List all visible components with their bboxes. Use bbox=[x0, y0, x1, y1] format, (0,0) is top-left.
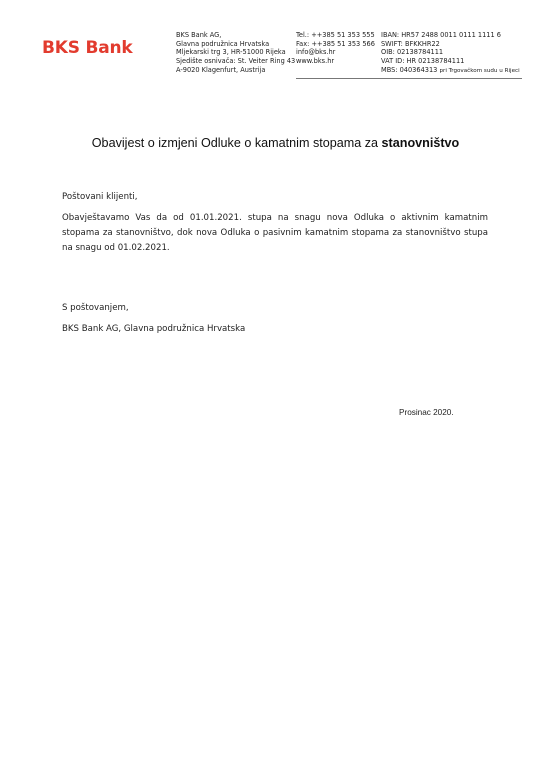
swift-line: SWIFT: BFKKHR22 bbox=[381, 39, 440, 48]
address-line: Sjedište osnivača: St. Veiter Ring 43 bbox=[176, 57, 296, 66]
mbs-line bbox=[381, 66, 520, 76]
vat-id-line: VAT ID: HR 02138784111 bbox=[381, 57, 465, 66]
document-date: Prosinac 2020. bbox=[399, 408, 454, 417]
mbs-court-note: pri Trgovačkom sudu u Rijeci bbox=[439, 67, 520, 74]
title-text: Obavijest o izmjeni Odluke o kamatnim stopama za bbox=[91, 136, 379, 150]
document-title bbox=[0, 136, 551, 150]
oib-line: OIB: 02138784111 bbox=[381, 48, 444, 57]
bks-bank-logo: BKS Bank bbox=[42, 38, 133, 58]
address-line: BKS Bank AG, bbox=[176, 31, 222, 39]
website-address: www.bks.hr bbox=[296, 57, 335, 66]
signature-line: BKS Bank AG, Glavna podružnica Hrvatska bbox=[62, 324, 246, 334]
address-line: Mljekarski trg 3, HR-51000 Rijeka bbox=[176, 48, 286, 57]
title-emphasis: stanovništvo bbox=[381, 136, 460, 150]
address-line: A-9020 Klagenfurt, Austrija bbox=[176, 65, 266, 74]
closing-line: S poštovanjem, bbox=[62, 303, 129, 313]
mbs-number: MBS: 040364313 bbox=[381, 65, 438, 74]
notice-paragraph: Obavještavamo Vas da od 01.01.2021. stupa na snagu nova Odluka o aktivnim kamatnim stopama za stanovništvo, dok nova Odluka o pasivnim kamatnim stopama za stanovništvo stupa na snagu od 01.02.2021. bbox=[62, 213, 488, 253]
fax-number: Fax: ++385 51 353 566 bbox=[296, 39, 375, 48]
email-address: info@bks.hr bbox=[296, 48, 336, 57]
greeting: Poštovani klijenti, bbox=[62, 192, 138, 202]
header-divider bbox=[296, 78, 522, 79]
iban-line: IBAN: HR57 2488 0011 0111 1111 6 bbox=[381, 31, 501, 39]
phone-number: Tel.: ++385 51 353 555 bbox=[296, 31, 375, 39]
address-line: Glavna podružnica Hrvatska bbox=[176, 39, 270, 48]
header-address-block bbox=[176, 31, 295, 75]
header-registry-block bbox=[381, 31, 520, 76]
header-contact-block bbox=[296, 31, 375, 66]
